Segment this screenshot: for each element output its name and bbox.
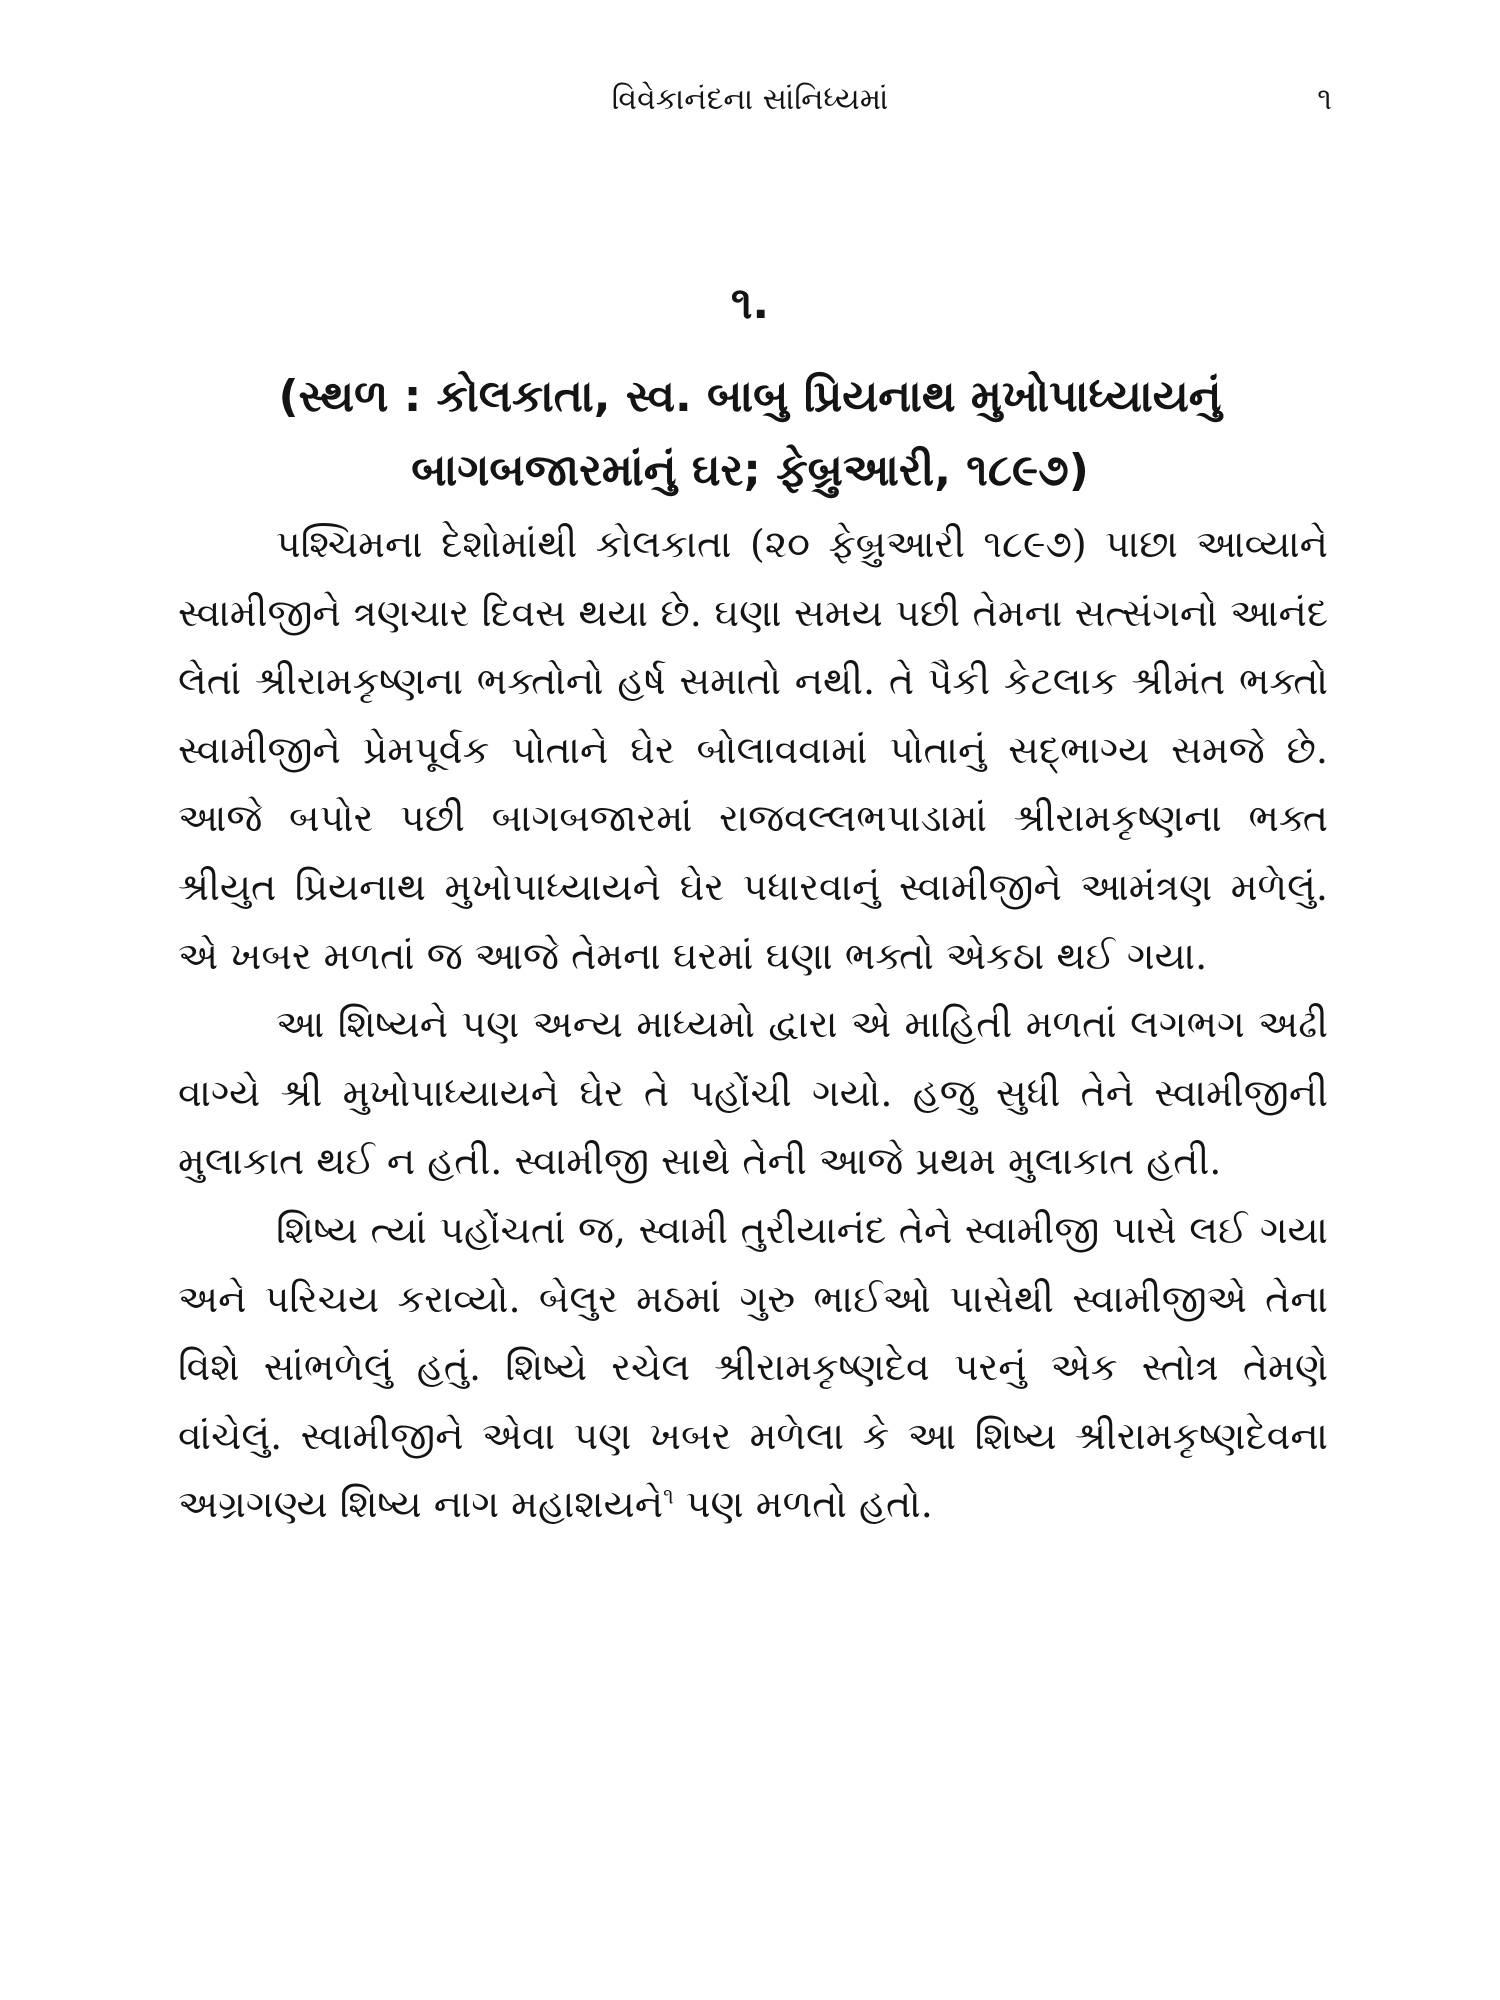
body-text [178, 510, 1328, 1539]
paragraph-1: પશ્ચિમના દેશોમાંથી કોલકાતા (૨૦ ફેબ્રુઆરી ૧૮૯૭) પાછા આવ્યાને સ્વામીજીને ત્રણચાર દિવસ થયા છે. ઘણા સમય પછી તેમના સત્સંગનો આનંદ લેતાં શ્રીરામકૃષ્ણના ભક્તોનો હર્ષ સમાતો નથી. તે પૈકી કેટલાક શ્રીમંત ભક્તો સ્વામીજીને પ્રેમપૂર્વક પોતાને ઘેર બોલાવવામાં પોતાનું સદ્ભાગ્ય સમજે છે. આજે બપોર પછી બાગબજારમાં રાજવલ્લભપાડામાં શ્રીરામકૃષ્ણના ભક્ત શ્રીયુત પ્રિયનાથ મુખોપાધ્યાયને ઘેર પધારવાનું સ્વામીજીને આમંત્રણ મળેલું. એ ખબર મળતાં જ આજે તેમના ઘરમાં ઘણા ભક્તો એકઠા થઈ ગયા. [178, 522, 1328, 978]
chapter-number: ૧. [730, 278, 770, 329]
running-header [0, 82, 1500, 142]
footnote-marker[interactable]: ૧ [663, 1484, 674, 1510]
running-title: વિવેકાનંદના સાંનિધ્યમાં [611, 82, 889, 117]
paragraph-2: આ શિષ્યને પણ અન્ય માધ્યમો દ્વારા એ માહિતી મળતાં લગભગ અઢી વાગ્યે શ્રી મુખોપાધ્યાયને ઘેર તે પહોંચી ગયો. હજુ સુધી તેને સ્વામીજીની મુલાકાત થઈ ન હતી. સ્વામીજી સાથે તેની આજે પ્રથમ મુલાકાત હતી. [178, 1002, 1328, 1184]
chapter-heading: (સ્થળ : કોલકાતા, સ્વ. બાબુ પ્રિયનાથ મુખોપાધ્યાયનું બાગબજારમાંનું ઘર; ફેબ્રુઆરી, ૧૮૯૭) [278, 371, 1222, 496]
paragraph-3 [178, 1196, 1328, 1539]
paragraph-3-text-end: પણ મળતો હતો. [673, 1482, 933, 1527]
paragraph-3-text: શિષ્ય ત્યાં પહોંચતાં જ, સ્વામી તુરીયાનંદ તેને સ્વામીજી પાસે લઈ ગયા અને પરિચય કરાવ્યો. બેલુર મઠમાં ગુરુ ભાઈઓ પાસેથી સ્વામીજીએ તેના વિશે સાંભળેલું હતું. શિષ્યે રચેલ શ્રીરામકૃષ્ણદેવ પરનું એક સ્તોત્ર તેમણે વાંચેલું. સ્વામીજીને એવા પણ ખબર મળેલા કે આ શિષ્ય શ્રીરામકૃષ્ણદેવના અગ્રગણ્ય શિષ્ય નાગ મહાશયને [178, 1207, 1328, 1527]
page-number: ૧ [1317, 82, 1332, 117]
